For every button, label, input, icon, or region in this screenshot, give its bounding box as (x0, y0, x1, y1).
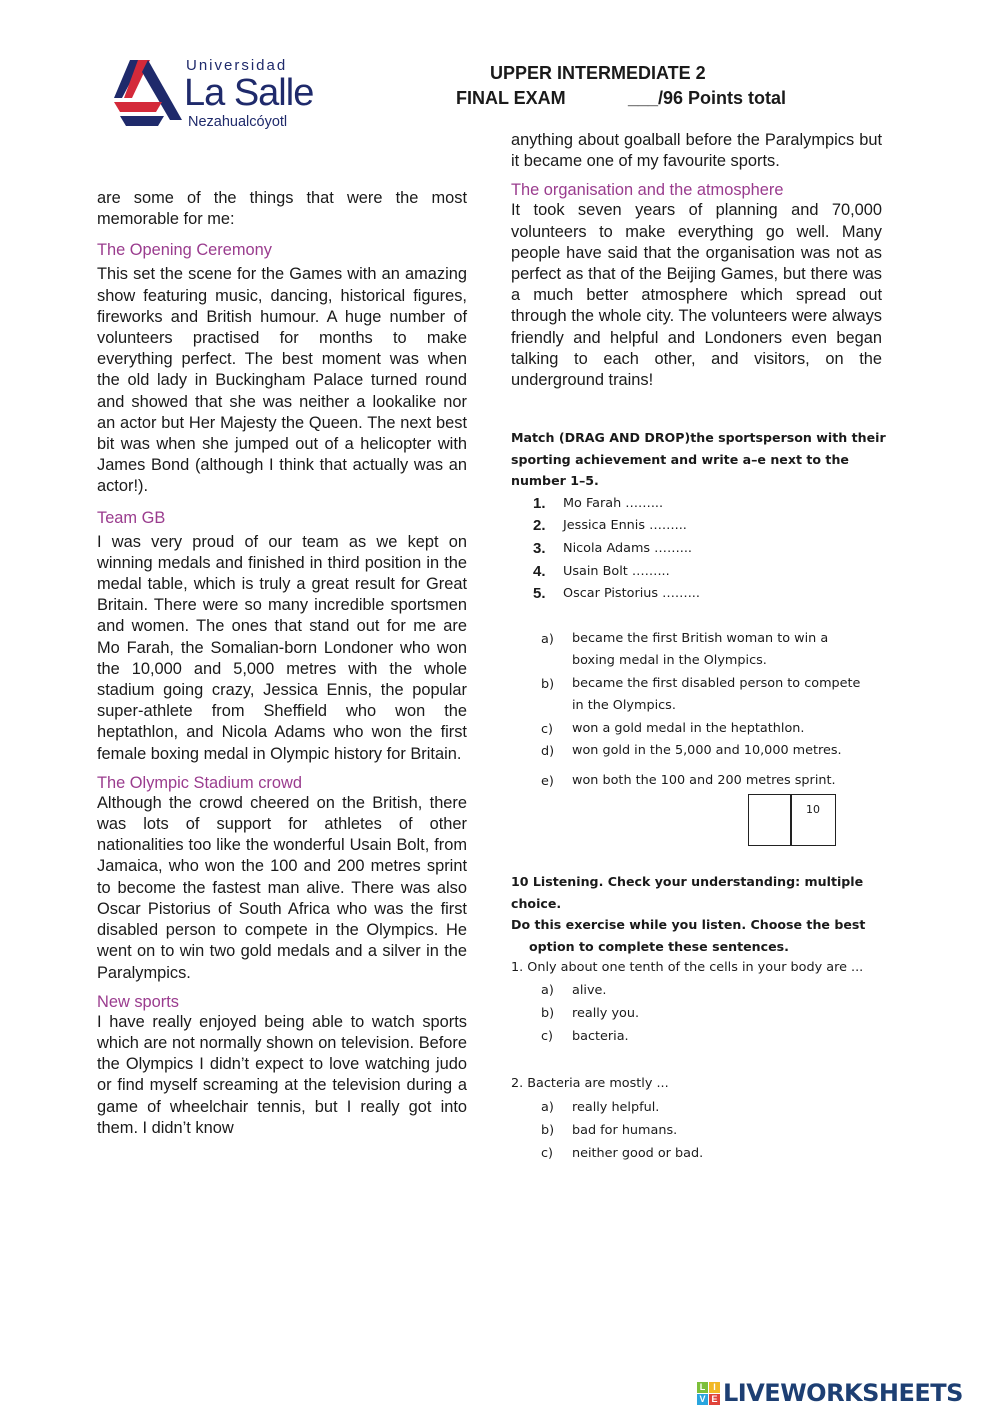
section-heading: New sports (97, 992, 179, 1011)
draggable-option[interactable]: won gold in the 5,000 and 10,000 metres. (572, 743, 842, 758)
badge-letter: V (697, 1394, 708, 1405)
score-box-divider (790, 795, 792, 845)
answer-option[interactable]: really you. (572, 1006, 640, 1021)
option-letter: a) (541, 983, 554, 998)
logo-line-2: La Salle (184, 72, 314, 114)
sportsperson-answer-slot[interactable]: Mo Farah ……... (563, 496, 664, 511)
item-number: 2. (533, 517, 546, 534)
option-letter: a) (541, 1100, 554, 1115)
logo-line-1: Universidad (186, 57, 288, 74)
option-letter: c) (541, 1029, 554, 1044)
score-box (748, 794, 836, 846)
liveworksheets-logo (697, 1379, 963, 1407)
item-number: 4. (533, 563, 546, 580)
badge-letter: I (709, 1382, 720, 1393)
option-letter: e) (541, 774, 554, 789)
sportsperson-answer-slot[interactable]: Oscar Pistorius ……... (563, 586, 700, 601)
section-heading: The organisation and the atmosphere (511, 181, 784, 200)
badge-letter: E (709, 1394, 720, 1405)
section-text: I have really enjoyed being able to watch sports which are not normally shown on television. Before the Olympics I didn’t expect to love watching judo or find myself screaming at the television during a game of wheelchair tennis, but I really got into them. I didn’t know (97, 1012, 467, 1137)
draggable-option[interactable]: became the first British woman to win a boxing medal in the Olympics. (572, 631, 829, 668)
logo-line-3: Nezahualcóyotl (188, 114, 288, 130)
question-text: 1. Only about one tenth of the cells in your body are ... (511, 960, 864, 975)
badge-letter: L (697, 1382, 708, 1393)
points-total: ___/96 Points total (628, 88, 787, 108)
draggable-option[interactable]: won a gold medal in the heptathlon. (572, 721, 805, 736)
listening-title: 10 Listening. Check your understanding: multiple choice. (511, 874, 864, 911)
draggable-option[interactable]: won both the 100 and 200 metres sprint. (572, 773, 836, 788)
left-column (97, 188, 467, 1139)
brand-name: LIVEWORKSHEETS (723, 1379, 963, 1407)
exam-level-title: UPPER INTERMEDIATE 2 (490, 63, 706, 83)
item-number: 1. (533, 495, 546, 512)
section-heading: Team GB (97, 508, 166, 527)
answer-option[interactable]: bad for humans. (572, 1123, 678, 1138)
continued-text: anything about goalball before the Paralympics but it became one of my favourite sports. (511, 131, 882, 171)
listening-instruction: Do this exercise while you listen. Choose the best (511, 917, 866, 932)
answer-option[interactable]: neither good or bad. (572, 1146, 704, 1161)
section-text: I was very proud of our team as we kept on winning medals and finished in third position in the medal table, which is truly a great result for Great Britain. There were so many incredible sportsmen and women. The ones that stand out for me are Mo Farah, the Somalian-born Londoner who won the 10,000 and 5,000 metres with the whole stadium going crazy, Jessica Ennis, the popular super-athlete from Sheffield who won the heptathlon, and Nicola Adams who won the first female boxing medal in Olympic history for Britain. (97, 532, 467, 763)
la-salle-emblem-icon (112, 58, 184, 128)
option-letter: b) (541, 677, 555, 692)
sportsperson-answer-slot[interactable]: Nicola Adams ……... (563, 541, 692, 556)
option-letter: b) (541, 1006, 555, 1021)
score-value: 10 (806, 803, 820, 816)
answer-option[interactable]: really helpful. (572, 1100, 660, 1115)
listening-instruction: option to complete these sentences. (529, 939, 789, 954)
match-instruction: Match (DRAG AND DROP)the sportsperson with their sporting achievement and write a–e next to the number 1–5. (511, 430, 886, 488)
section-heading: The Opening Ceremony (97, 241, 272, 260)
option-letter: b) (541, 1123, 555, 1138)
section-text: This set the scene for the Games with an amazing show featuring music, dancing, historical figures, fireworks and British humour. A huge number of volunteers practised for months to make everything perfect. The best moment was when the old lady in Buckingham Palace turned round and showed that she was neither a lookalike nor an actor but Her Majesty the Queen. The next best bit was when she jumped out of a helicopter with James Bond (although I think that actually was an actor!). (97, 265, 467, 496)
answer-option[interactable]: bacteria. (572, 1029, 629, 1044)
sportsperson-answer-slot[interactable]: Usain Bolt ……... (563, 564, 670, 579)
draggable-option[interactable]: became the first disabled person to compete in the Olympics. (572, 676, 861, 713)
item-number: 3. (533, 540, 546, 557)
option-letter: a) (541, 632, 554, 647)
sportsperson-answer-slot[interactable]: Jessica Ennis ……... (563, 518, 687, 533)
section-heading: The Olympic Stadium crowd (97, 773, 302, 792)
live-badge-icon (697, 1382, 720, 1405)
question-text: 2. Bacteria are mostly ... (511, 1076, 669, 1091)
exam-title: FINAL EXAM (456, 88, 566, 108)
intro-text: are some of the things that were the most memorable for me: (97, 189, 467, 229)
option-letter: c) (541, 722, 554, 737)
item-number: 5. (533, 585, 546, 602)
university-logo (112, 57, 314, 133)
option-letter: d) (541, 744, 555, 759)
right-column-article (511, 130, 882, 391)
answer-option[interactable]: alive. (572, 983, 607, 998)
section-text: Although the crowd cheered on the British, there was lots of support for athletes of other nationalities too like the wonderful Usain Bolt, from Jamaica, who won the 100 and 200 metres sprint to become the fastest man alive. There was also Oscar Pistorius of South Africa who was the first disabled person to compete in the Olympics. He went on to win two gold medals and a silver in the Paralympics. (97, 793, 467, 982)
section-text: It took seven years of planning and 70,000 volunteers to make everything go well. Many people have said that the organisation was not as perfect as that of the Beijing Games, but there was a much better atmosphere which spread out through the whole city. The volunteers were always friendly and helpful and Londoners even began talking to each other, and visitors, on the underground trains! (511, 201, 882, 390)
option-letter: c) (541, 1146, 554, 1161)
